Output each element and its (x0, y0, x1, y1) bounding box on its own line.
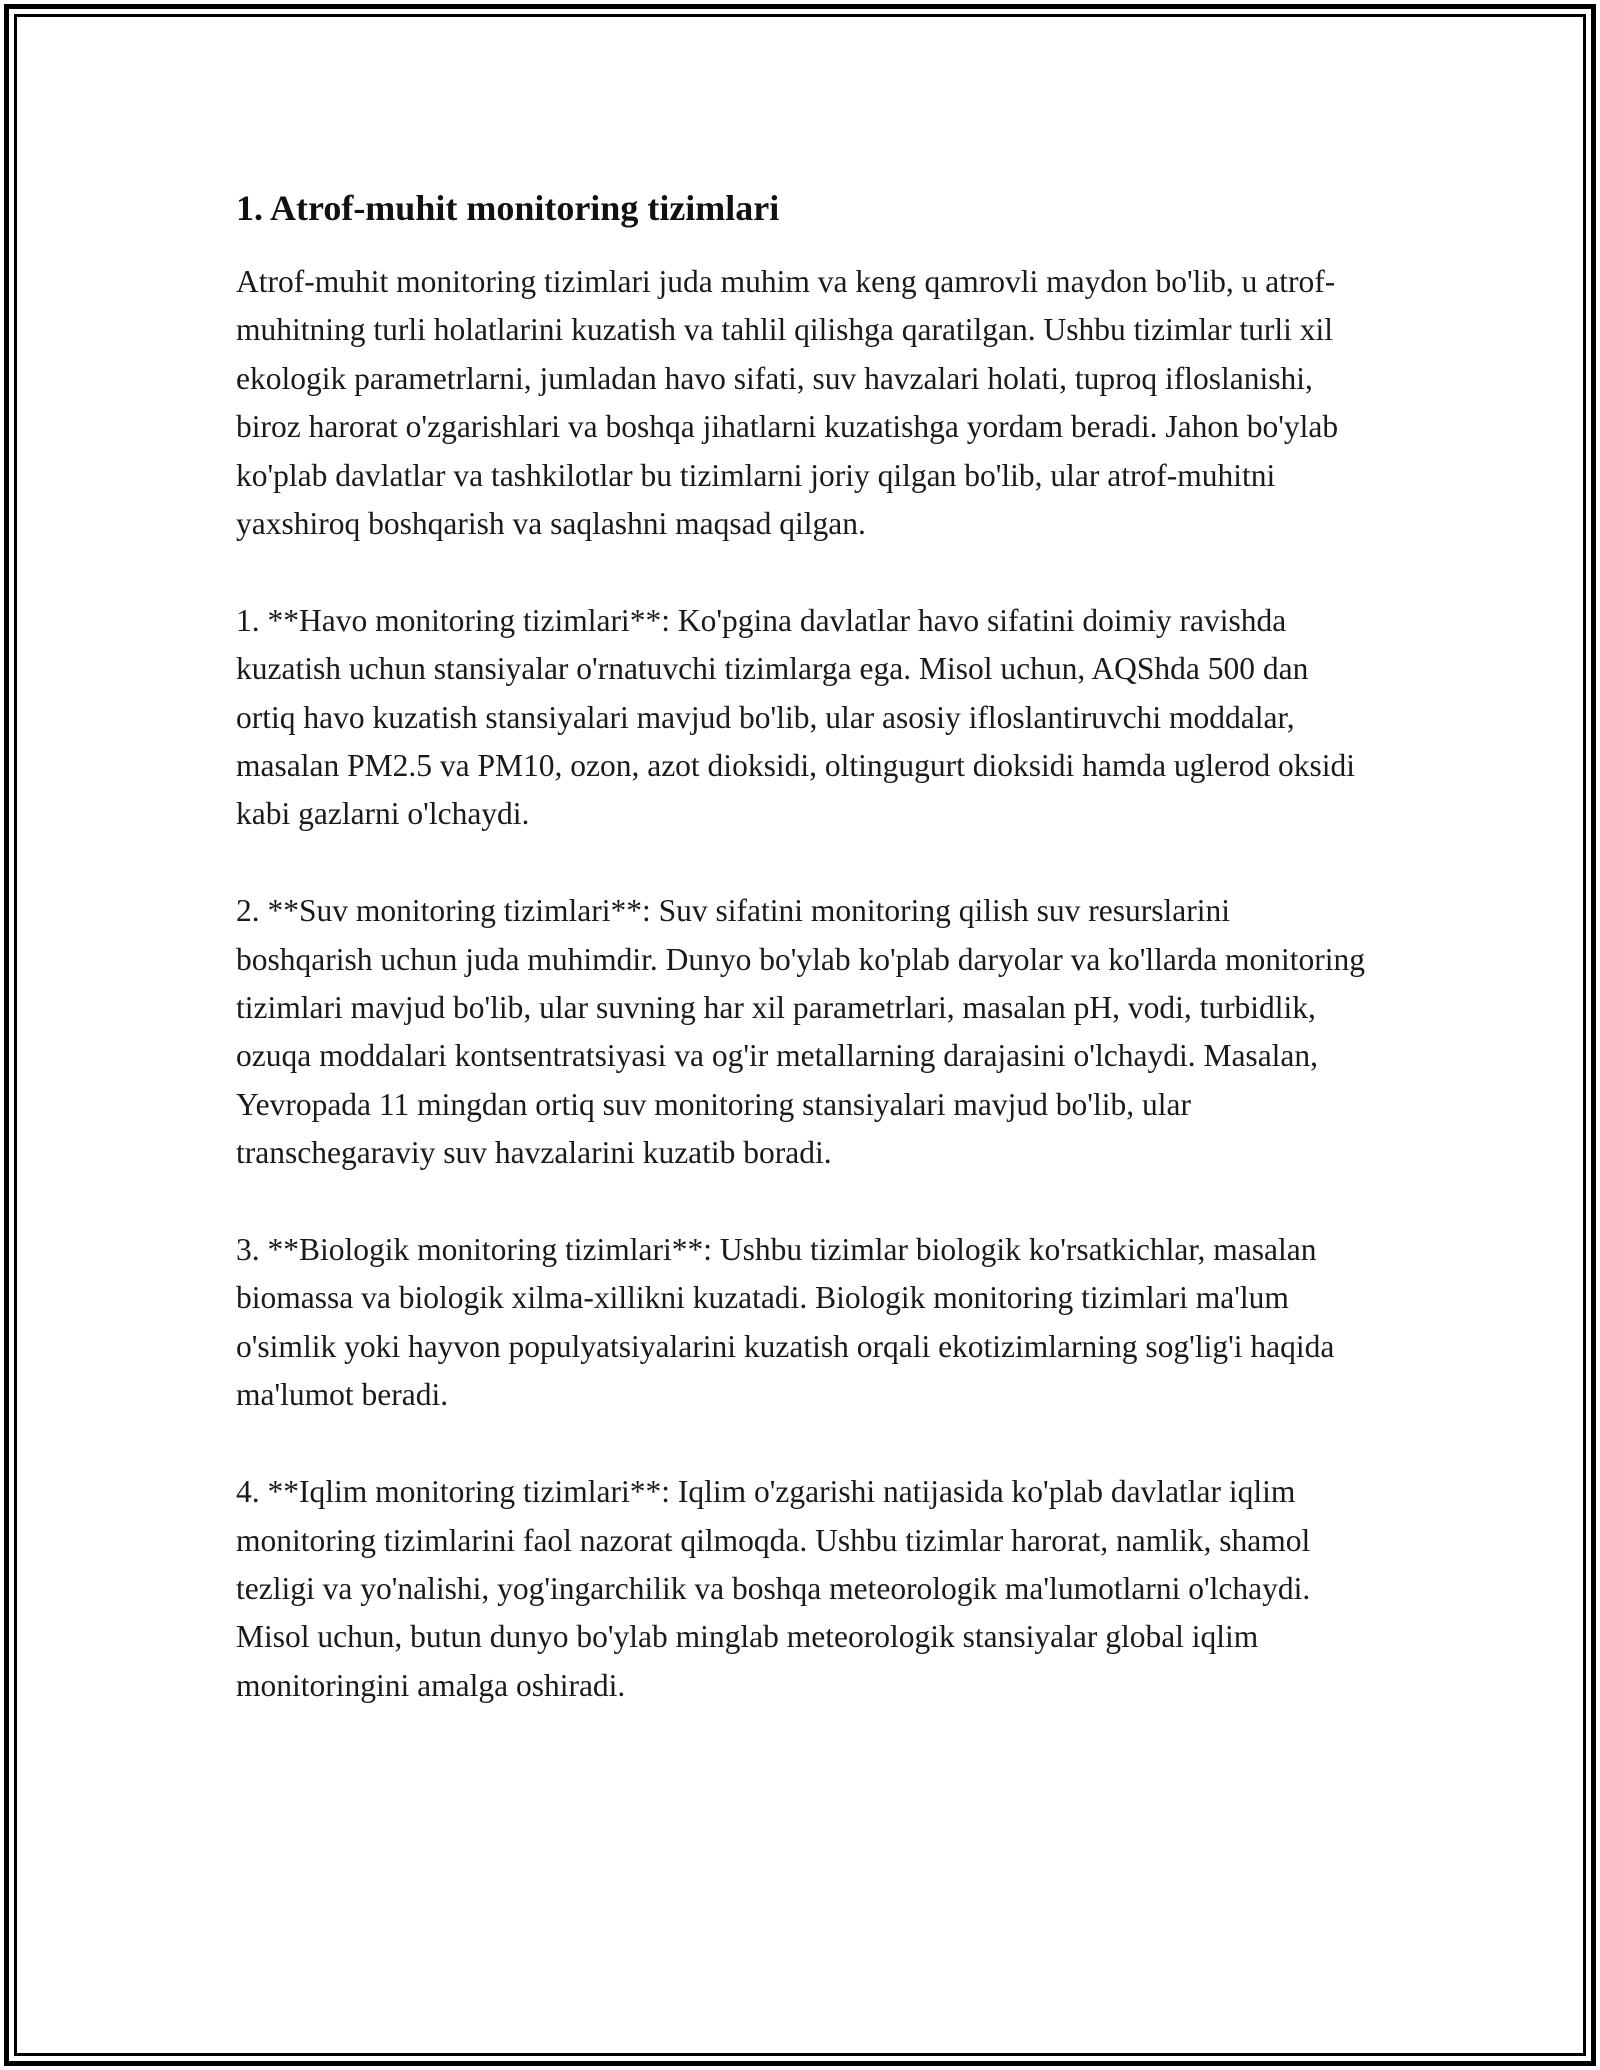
paragraph-air-monitoring: 1. **Havo monitoring tizimlari**: Ko'pgina davlatlar havo sifatini doimiy ravishda kuzatish uchun stansiyalar o'rnatuvchi tizimlarga ega. Misol uchun, AQShda 500 dan ortiq havo kuzatish stansiyalari mavjud bo'lib, ular asosiy ifloslantiruvchi moddalar, masalan PM2.5 va PM10, ozon, azot dioksidi, oltingugurt dioksidi hamda uglerod oksidi kabi gazlarni o'lchaydi. (236, 602, 1356, 832)
paragraph-water-monitoring: 2. **Suv monitoring tizimlari**: Suv sifatini monitoring qilish suv resurslarini boshqarish uchun juda muhimdir. Dunyo bo'ylab ko'plab daryolar va ko'llarda monitoring tizimlari mavjud bo'lib, ular suvning har xil parametrlari, masalan pH, vodi, turbidlik, ozuqa moddalari kontsentratsiyasi va og'ir metallarning darajasini o'lchaydi. Masalan, Yevropada 11 mingdan ortiq suv monitoring stansiyalari mavjud bo'lib, ular transchegaraviy suv havzalarini kuzatib boradi. (236, 893, 1365, 1171)
intro-paragraph: Atrof-muhit monitoring tizimlari juda muhim va keng qamrovli maydon bo'lib, u atrof-muhitning turli holatlarini kuzatish va tahlil qilishga qaratilgan. Ushbu tizimlar turli xil ekologik parametrlarni, jumladan havo sifati, suv havzalari holati, tuproq ifloslanishi, biroz harorat o'zgarishlari va boshqa jihatlarni kuzatishga yordam beradi. Jahon bo'ylab ko'plab davlatlar va tashkilotlar bu tizimlarni joriy qilgan bo'lib, ular atrof-muhitni yaxshiroq boshqarish va saqlashni maqsad qilgan. (236, 264, 1339, 542)
paragraph-climate-monitoring: 4. **Iqlim monitoring tizimlari**: Iqlim o'zgarishi natijasida ko'plab davlatlar iqlim monitoring tizimlarini faol nazorat qilmoqda. Ushbu tizimlar harorat, namlik, shamol tezligi va yo'nalishi, yog'ingarchilik va boshqa meteorologik ma'lumotlarni o'lchaydi. Misol uchun, butun dunyo bo'ylab minglab meteorologik stansiyalar global iqlim monitoringini amalga oshiradi. (236, 1474, 1311, 1703)
section-heading: 1. Atrof-muhit monitoring tizimlari (236, 188, 780, 228)
document-body (236, 184, 1366, 1710)
paragraph-biological-monitoring: 3. **Biologik monitoring tizimlari**: Ushbu tizimlar biologik ko'rsatkichlar, masalan biomassa va biologik xilma-xillikni kuzatadi. Biologik monitoring tizimlari ma'lum o'simlik yoki hayvon populyatsiyalarini kuzatish orqali ekotizimlarning sog'lig'i haqida ma'lumot beradi. (236, 1232, 1335, 1413)
